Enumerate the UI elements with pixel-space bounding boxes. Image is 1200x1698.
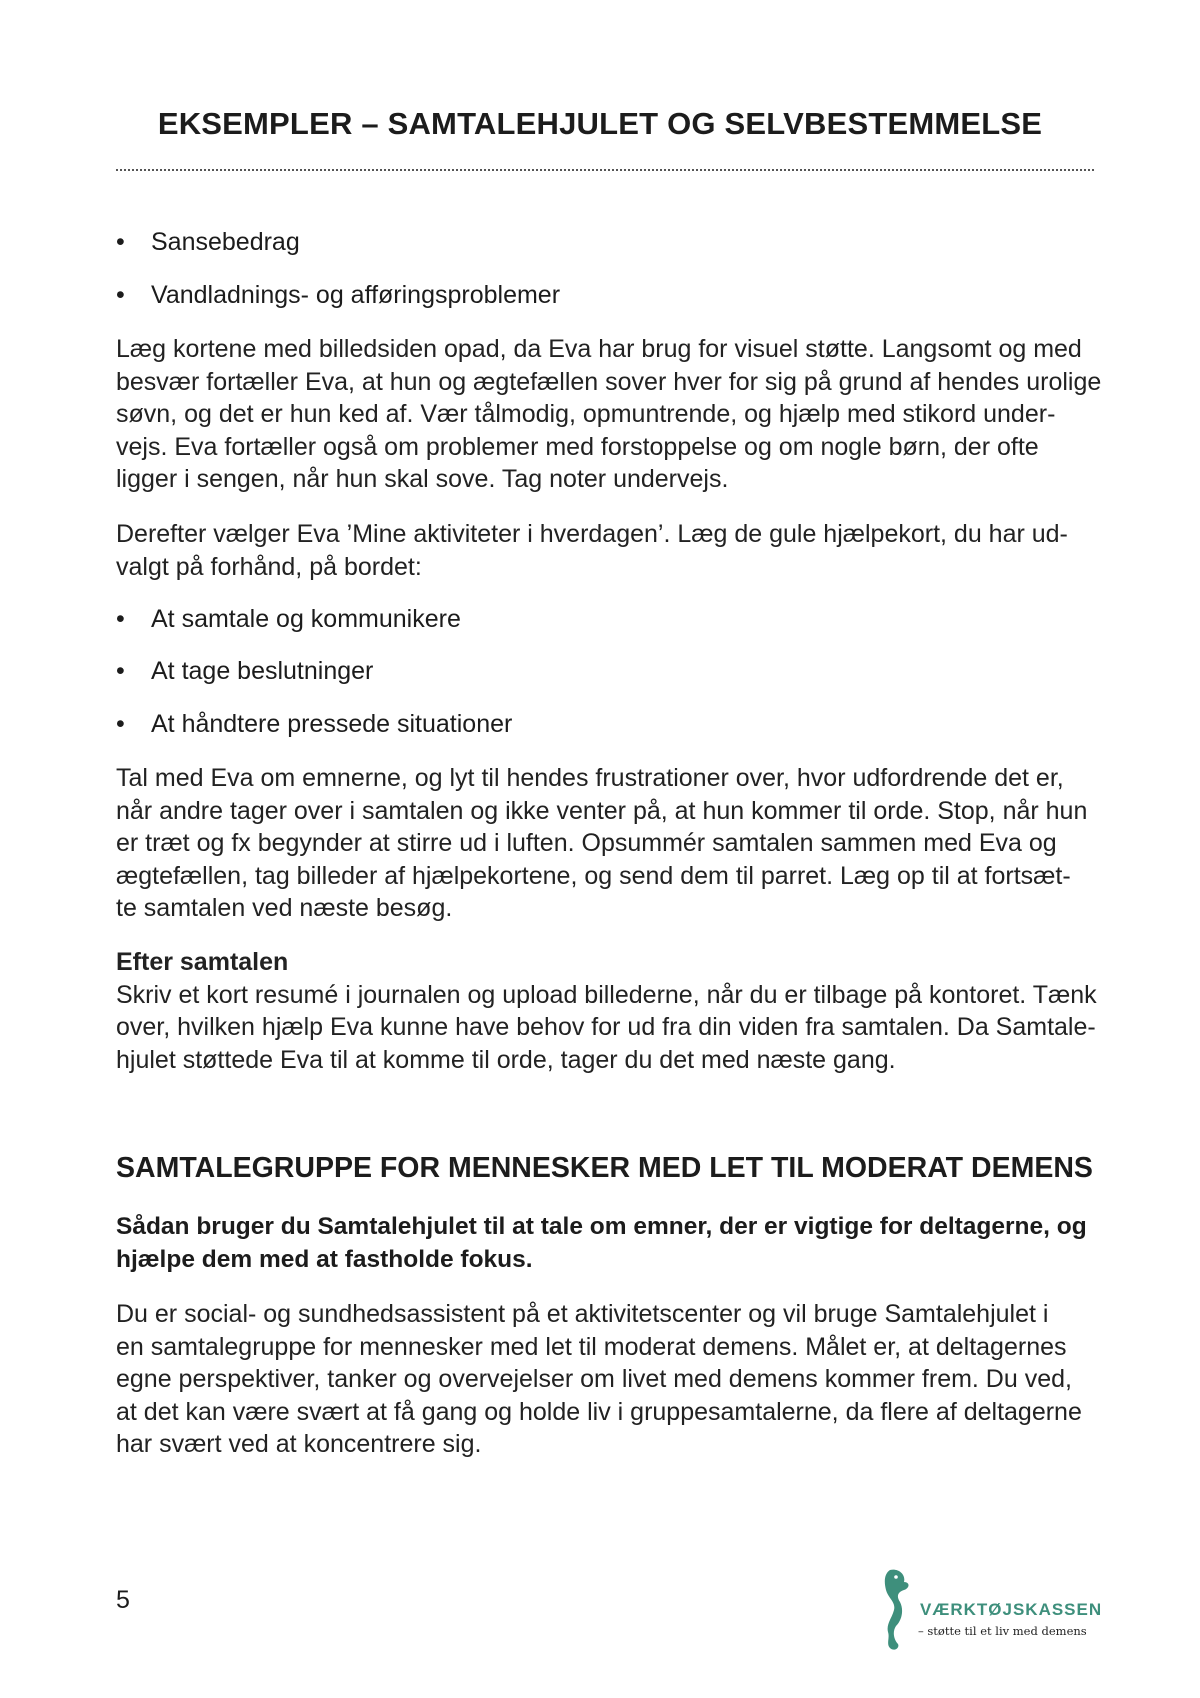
text-line: en samtalegruppe for mennesker med let til moderat demens. Målet er, at deltagernes	[116, 1332, 1067, 1361]
paragraph	[116, 1298, 1106, 1461]
list-item-text: Vandladnings- og afføringsproblemer	[151, 281, 561, 309]
bullet-icon: •	[116, 228, 125, 256]
section-title: SAMTALEGRUPPE FOR MENNESKER MED LET TIL MODERAT DEMENS	[116, 1152, 1093, 1184]
list-item-text: At håndtere pressede situationer	[151, 710, 513, 738]
text-line: søvn, og det er hun ked af. Vær tålmodig, opmuntrende, og hjælp med stikord under-	[116, 400, 1056, 428]
paragraph	[116, 946, 1106, 1076]
text-line: er træt og fx begynder at stirre ud i luften. Opsummér samtalen sammen med Eva og	[116, 829, 1057, 857]
page-title: EKSEMPLER – SAMTALEHJULET OG SELVBESTEMMELSE	[157, 106, 1043, 141]
text-line: egne perspektiver, tanker og overvejelser om livet med demens kommer frem. Du ved,	[116, 1365, 1072, 1393]
logo-name: VÆRKTØJSKASSEN	[920, 1600, 1103, 1619]
bullet-icon: •	[116, 281, 125, 309]
text-line: hjælpe dem med at fastholde fokus.	[116, 1246, 533, 1273]
bullet-icon: •	[116, 710, 125, 738]
list-item-text: At samtale og kommunikere	[151, 605, 461, 633]
text-line: hjulet støttede Eva til at komme til orde, tager du det med næste gang.	[116, 1045, 896, 1074]
text-line: når andre tager over i samtalen og ikke venter på, at hun kommer til orde. Stop, når hun	[116, 796, 1088, 825]
text-line: over, hvilken hjælp Eva kunne have behov for ud fra din viden fra samtalen. Da Samtale-	[116, 1013, 1096, 1041]
paragraph	[116, 762, 1106, 925]
text-line: Du er social- og sundhedsassistent på et aktivitetscenter og vil bruge Samtalehjulet i	[116, 1300, 1049, 1328]
text-line: te samtalen ved næste besøg.	[116, 894, 453, 922]
title-divider	[116, 169, 1094, 171]
seahorse-icon	[876, 1566, 916, 1656]
text-line: Læg kortene med billedsiden opad, da Eva har brug for visuel støtte. Langsomt og med	[116, 335, 1082, 363]
page-number: 5	[116, 1586, 130, 1614]
paragraph	[116, 518, 1106, 583]
bullet-icon: •	[116, 605, 125, 633]
text-line: ligger i sengen, når hun skal sove. Tag noter undervejs.	[116, 465, 729, 493]
list-item-text: Sansebedrag	[151, 228, 300, 256]
logo	[876, 1566, 1106, 1656]
text-line: Tal med Eva om emnerne, og lyt til hendes frustrationer over, hvor udfordrende det er,	[116, 764, 1064, 792]
text-line: ægtefællen, tag billeder af hjælpekortene, og send dem til parret. Læg op til at fortsæt-	[116, 861, 1071, 890]
logo-tagline: – støtte til et liv med demens	[918, 1624, 1087, 1638]
text-line: har svært ved at koncentrere sig.	[116, 1430, 482, 1458]
subheading: Efter samtalen	[116, 948, 289, 976]
text-line: valgt på forhånd, på bordet:	[116, 552, 422, 581]
text-line: Derefter vælger Eva ’Mine aktiviteter i hverdagen’. Læg de gule hjælpekort, du har ud-	[116, 520, 1068, 548]
bullet-icon: •	[116, 657, 125, 685]
text-line: vejs. Eva fortæller også om problemer med forstoppelse og om nogle børn, der ofte	[116, 432, 1039, 461]
list-item-text: At tage beslutninger	[151, 657, 374, 685]
text-line: besvær fortæller Eva, at hun og ægtefællen sover hver for sig på grund af hendes urolige	[116, 367, 1102, 396]
text-line: at det kan være svært at få gang og holde liv i gruppesamtalerne, da flere af deltagerne	[116, 1397, 1082, 1426]
text-line: Sådan bruger du Samtalehjulet til at tale om emner, der er vigtige for deltagerne, og	[116, 1213, 1087, 1240]
lead-paragraph	[116, 1210, 1087, 1276]
text-line: Skriv et kort resumé i journalen og upload billederne, når du er tilbage på kontoret. Tænk	[116, 980, 1097, 1009]
paragraph	[116, 333, 1106, 496]
